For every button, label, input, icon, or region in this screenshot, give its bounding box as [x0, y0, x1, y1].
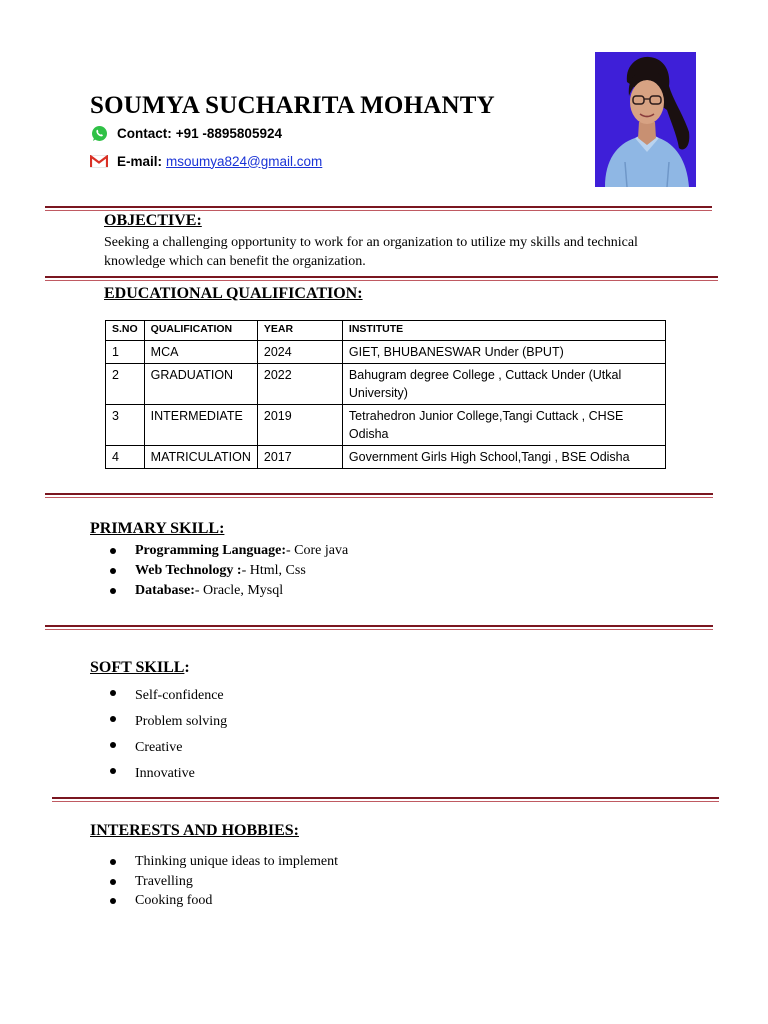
skill-value: - Html, Css: [241, 563, 306, 578]
table-cell: MATRICULATION: [144, 446, 257, 469]
primary-skill-list: [108, 541, 348, 601]
skill-label: Web Technology :: [135, 563, 242, 578]
list-item: Thinking unique ideas to implement: [108, 852, 338, 872]
list-item: [108, 581, 348, 601]
contact-line: [90, 124, 286, 142]
objective-heading: OBJECTIVE:: [104, 212, 202, 229]
education-table: [105, 320, 666, 469]
table-cell: MCA: [144, 341, 257, 364]
soft-skill-heading-text: SOFT SKILL: [90, 659, 185, 676]
interests-list: [108, 852, 338, 911]
column-header: QUALIFICATION: [144, 321, 257, 341]
whatsapp-icon: [90, 124, 108, 142]
skill-value: - Oracle, Mysql: [194, 583, 284, 598]
divider-rule: [45, 276, 718, 278]
list-item: Travelling: [108, 872, 338, 892]
skill-value: - Core java: [286, 543, 349, 558]
education-heading: EDUCATIONAL QUALIFICATION:: [104, 285, 363, 302]
interests-heading: INTERESTS AND HOBBIES:: [90, 822, 299, 839]
table-header-row: [106, 321, 666, 341]
column-header: INSTITUTE: [342, 321, 665, 341]
list-item: Self-confidence: [108, 683, 227, 709]
table-cell: 2019: [257, 405, 342, 446]
column-header: YEAR: [257, 321, 342, 341]
gmail-icon: [90, 152, 108, 170]
table-cell: 2: [106, 364, 145, 405]
table-cell: Bahugram degree College , Cuttack Under (Utkal University): [342, 364, 665, 405]
table-cell: INTERMEDIATE: [144, 405, 257, 446]
soft-skill-heading: [90, 659, 190, 677]
divider-rule: [45, 206, 712, 208]
candidate-name: SOUMYA SUCHARITA MOHANTY: [90, 92, 495, 119]
table-row: [106, 446, 666, 469]
list-item: Cooking food: [108, 891, 338, 911]
email-line: [90, 152, 322, 170]
table-cell: 3: [106, 405, 145, 446]
table-cell: 4: [106, 446, 145, 469]
list-item: Innovative: [108, 761, 227, 787]
table-cell: 2022: [257, 364, 342, 405]
divider-rule: [45, 625, 713, 627]
divider-rule: [52, 797, 719, 799]
skill-label: Database:: [135, 583, 195, 598]
soft-skill-heading-colon: :: [184, 659, 190, 676]
table-cell: Tetrahedron Junior College,Tangi Cuttack , CHSE Odisha: [342, 405, 665, 446]
skill-label: Programming Language:: [135, 543, 287, 558]
column-header: S.NO: [106, 321, 145, 341]
table-row: [106, 341, 666, 364]
primary-skill-heading: PRIMARY SKILL:: [90, 520, 225, 537]
list-item: [108, 561, 348, 581]
email-link[interactable]: msoumya824@gmail.com: [166, 153, 323, 169]
contact-value: +91 -8895805924: [175, 125, 282, 141]
list-item: Creative: [108, 735, 227, 761]
email-label: E-mail:: [117, 153, 163, 169]
table-row: [106, 364, 666, 405]
divider-rule: [45, 493, 713, 495]
table-cell: Government Girls High School,Tangi , BSE Odisha: [342, 446, 665, 469]
list-item: [108, 541, 348, 561]
table-cell: 2017: [257, 446, 342, 469]
table-cell: 2024: [257, 341, 342, 364]
contact-label: Contact:: [117, 125, 172, 141]
list-item: Problem solving: [108, 709, 227, 735]
table-cell: GRADUATION: [144, 364, 257, 405]
table-cell: GIET, BHUBANESWAR Under (BPUT): [342, 341, 665, 364]
soft-skill-list: [108, 683, 227, 787]
profile-photo: [595, 52, 696, 187]
table-cell: 1: [106, 341, 145, 364]
table-row: [106, 405, 666, 446]
objective-text: Seeking a challenging opportunity to work for an organization to utilize my skills and technical knowledge which can benefit the organization.: [104, 235, 638, 269]
